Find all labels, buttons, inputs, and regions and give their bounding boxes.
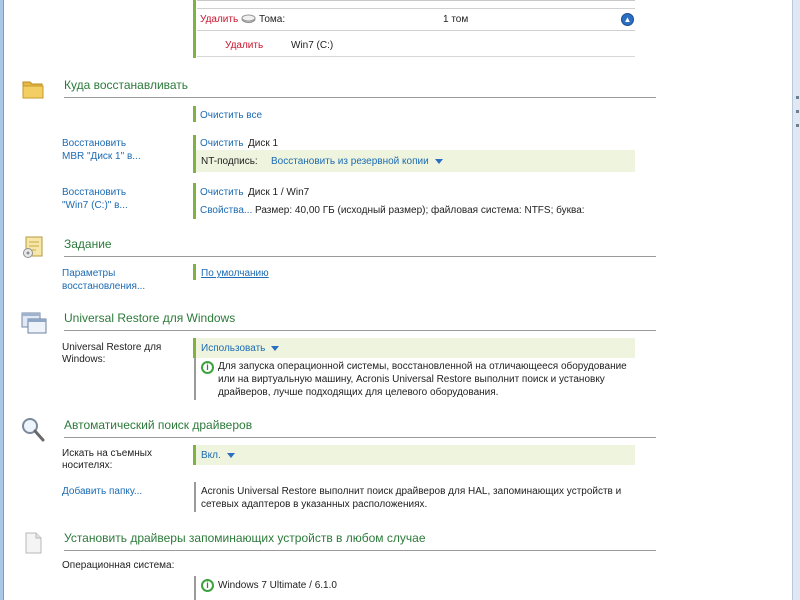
resize-grip	[796, 96, 799, 99]
volumes-label: Тома:	[259, 14, 286, 25]
mbr-clear-link[interactable]: Очистить	[200, 138, 244, 149]
section-divider	[64, 550, 656, 551]
restore-params-link-line2[interactable]: восстановления...	[62, 281, 146, 292]
section-title-where: Куда восстанавливать	[64, 78, 189, 92]
info-icon: i	[201, 579, 214, 592]
volumes-marker	[193, 0, 196, 58]
win7-clear-link[interactable]: Очистить	[200, 187, 244, 198]
magnifier-icon	[20, 416, 46, 442]
chevron-down-icon	[271, 346, 279, 351]
volume-name: Win7 (C:)	[291, 40, 334, 51]
search-removable-dropdown[interactable]	[201, 450, 235, 461]
properties-text: Размер: 40,00 ГБ (исходный размер); файловая система: NTFS; буква:	[255, 205, 585, 216]
window-left-border	[0, 0, 4, 600]
info-line: или на виртуальную машину, Acronis Universal Restore выполнит поиск и установку	[218, 374, 605, 385]
universal-restore-info	[218, 360, 627, 399]
delete-volumes-link[interactable]: Удалить	[200, 14, 239, 25]
win7-disk: Диск 1 / Win7	[248, 187, 310, 198]
window-right-border[interactable]	[792, 0, 800, 600]
mbr-disk: Диск 1	[248, 138, 279, 149]
info-marker	[194, 358, 196, 400]
resize-grip	[796, 124, 799, 127]
section-title-task: Задание	[64, 237, 112, 251]
section-divider	[64, 256, 656, 257]
restore-mbr-link-line1[interactable]: Восстановить	[62, 138, 127, 149]
document-icon	[20, 530, 46, 556]
search-removable-value: Вкл.	[201, 450, 221, 461]
section-title-storage-drivers: Установить драйверы запоминающих устройств в любом случае	[64, 531, 426, 545]
nt-signature-value: Восстановить из резервной копии	[271, 156, 429, 167]
driver-search-description	[201, 485, 621, 511]
info-icon: i	[201, 361, 214, 374]
description-line: Acronis Universal Restore выполнит поиск драйверов для HAL, запоминающих устройств и	[201, 486, 622, 497]
add-folder-link[interactable]: Добавить папку...	[62, 486, 143, 497]
section-divider	[64, 330, 656, 331]
info-line: драйверов, лучше подходящих для целевого оборудования.	[218, 387, 499, 398]
restore-params-link-line1[interactable]: Параметры	[62, 268, 116, 279]
universal-restore-label-line1: Universal Restore для	[62, 342, 162, 353]
properties-link[interactable]: Свойства...	[200, 205, 253, 216]
search-removable-label-line2: носителях:	[62, 460, 113, 471]
task-icon	[20, 234, 46, 260]
search-removable-row	[196, 445, 635, 465]
nt-signature-dropdown[interactable]	[271, 156, 443, 167]
universal-restore-dropdown[interactable]	[201, 343, 279, 354]
volume-icon	[241, 13, 256, 28]
universal-restore-value: Использовать	[201, 343, 266, 354]
restore-mbr-link-line2[interactable]: MBR "Диск 1" в...	[62, 151, 141, 162]
chevron-down-icon	[435, 159, 443, 164]
search-removable-label-line1: Искать на съемных	[62, 448, 152, 459]
clear-all-marker	[193, 106, 196, 122]
os-marker	[194, 576, 196, 600]
os-label: Операционная система:	[62, 560, 175, 571]
section-divider	[64, 97, 656, 98]
volumes-count: 1 том	[443, 14, 469, 25]
folder-icon	[20, 76, 46, 102]
chevron-down-icon	[227, 453, 235, 458]
description-line: сетевых адаптеров в указанных расположениях.	[201, 499, 428, 510]
universal-restore-label-line2: Windows:	[62, 354, 106, 365]
section-title-universal-restore: Universal Restore для Windows	[64, 311, 236, 325]
restore-win7-link-line2[interactable]: "Win7 (C:)" в...	[62, 200, 128, 211]
add-folder-marker	[194, 482, 196, 512]
collapse-up-icon[interactable]: ▲	[621, 13, 634, 26]
info-line: Для запуска операционной системы, восстановленной на отличающееся оборудование	[218, 361, 627, 372]
resize-grip	[796, 110, 799, 113]
default-settings-link[interactable]: По умолчанию	[201, 268, 269, 279]
section-divider	[64, 437, 656, 438]
nt-signature-label: NT-подпись:	[201, 156, 258, 167]
windows-icon	[20, 309, 46, 335]
delete-volume-link[interactable]: Удалить	[225, 40, 264, 51]
restore-win7-link-line1[interactable]: Восстановить	[62, 187, 127, 198]
os-value: Windows 7 Ultimate / 6.1.0	[218, 580, 337, 591]
task-marker	[193, 264, 196, 280]
section-title-driver-search: Автоматический поиск драйверов	[64, 418, 253, 432]
clear-all-link[interactable]: Очистить все	[200, 110, 263, 121]
win7-marker	[193, 183, 196, 219]
